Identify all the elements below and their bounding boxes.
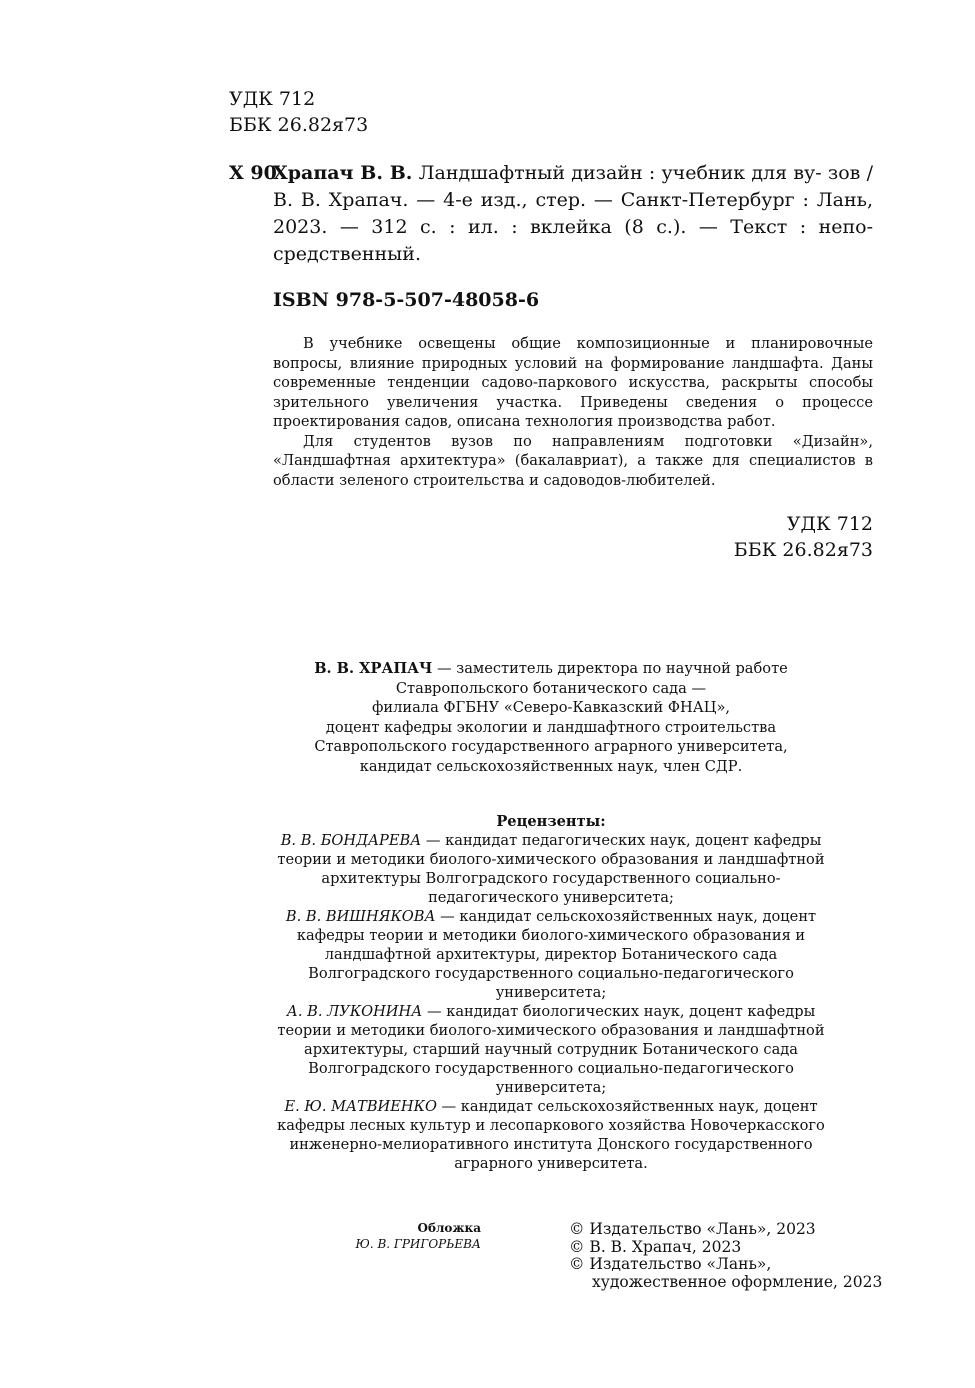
reviewer-line bbox=[229, 1097, 873, 1116]
annotation-paragraph: В учебнике освещены общие композиционные и планировочные вопросы, влияние природных условий на формирование ландшафта. Даны современные тенденции садово-паркового искусства, раскрыты способы зрительного увеличения участка. Приведены сведения о процессе проектирования садов, описана технология производства работ. bbox=[273, 335, 873, 430]
reviewer-line bbox=[229, 1002, 873, 1021]
cover-credit bbox=[356, 1220, 482, 1252]
entry-author: Храпач В. В. bbox=[273, 162, 413, 184]
copyright-block bbox=[569, 1221, 882, 1291]
bibliographic-description bbox=[273, 160, 873, 268]
reviewer-line: кафедры лесных культур и лесопаркового хозяйства Новочеркасского bbox=[277, 1117, 825, 1134]
entry-line: Ландшафтный дизайн : учебник для ву- bbox=[418, 162, 822, 184]
author-info bbox=[229, 659, 873, 776]
bibliographic-entry bbox=[229, 160, 873, 268]
copyright-line: художественное оформление, 2023 bbox=[592, 1272, 883, 1291]
author-info-line: Ставропольского государственного аграрного университета, bbox=[314, 738, 788, 755]
annotation-paragraph: Для студентов вузов по направлениям подготовки «Дизайн», «Ландшафтная архитектура» (бакалавриат), а также для специалистов в области зеленого строительства и садоводов-любителей. bbox=[273, 432, 873, 489]
bbk-code: ББК 26.82я73 bbox=[229, 114, 369, 136]
author-info-line: филиала ФГБНУ «Северо-Кавказский ФНАЦ», bbox=[371, 699, 731, 716]
copyright-line: © В. В. Храпач, 2023 bbox=[569, 1237, 742, 1256]
reviewer-text: — кандидат педагогических наук, доцент кафедры bbox=[421, 832, 822, 849]
udk-bbk-bottom bbox=[734, 511, 873, 563]
isbn: ISBN 978-5-507-48058-6 bbox=[273, 289, 540, 311]
author-info-line bbox=[229, 659, 873, 679]
reviewer-line: архитектуры, старший научный сотрудник Ботанического сада bbox=[304, 1041, 798, 1058]
reviewer-name: А. В. ЛУКОНИНА bbox=[286, 1003, 423, 1020]
reviewer-line bbox=[229, 907, 873, 926]
copyright-line: © Издательство «Лань», 2023 bbox=[569, 1220, 816, 1238]
cover-designer: Ю. В. ГРИГОРЬЕВА bbox=[355, 1237, 481, 1251]
reviewer-line: архитектуры Волгоградского государственного социально- bbox=[321, 870, 781, 887]
reviewer-line: Волгоградского государственного социально-педагогического bbox=[308, 1060, 794, 1077]
reviewer-line: инженерно-мелиоративного института Донского государственного bbox=[289, 1136, 813, 1153]
reviewer-line: университета; bbox=[495, 1079, 607, 1096]
entry-line: зов / В. В. Храпач. — 4-е изд., стер. — Санкт-Петербург : bbox=[273, 162, 873, 211]
reviewer-line: теории и методики биолого-химического образования и ландшафтной bbox=[277, 851, 825, 868]
author-info-line: Ставропольского ботанического сада — bbox=[395, 679, 707, 697]
reviewer-line: аграрного университета. bbox=[454, 1155, 648, 1172]
reviewer-line: кафедры теории и методики биолого-химического образования и bbox=[296, 927, 806, 944]
reviewer-name: Е. Ю. МАТВИЕНКО bbox=[284, 1098, 437, 1115]
author-info-text: — заместитель директора по научной работе bbox=[432, 660, 788, 677]
reviewer-line: педагогического университета; bbox=[428, 889, 674, 906]
reviewer-line: ландшафтной архитектуры, директор Ботанического сада bbox=[324, 946, 778, 963]
author-info-line: доцент кафедры экологии и ландшафтного строительства bbox=[325, 718, 777, 736]
udk-bbk-top bbox=[229, 86, 368, 138]
reviewer-text: — кандидат сельскохозяйственных наук, доцент bbox=[436, 1098, 818, 1115]
reviewer-line bbox=[229, 831, 873, 850]
entry-line: средственный. bbox=[273, 243, 421, 265]
reviewer-name: В. В. БОНДАРЕВА bbox=[280, 832, 422, 849]
udk-code: УДК 712 bbox=[786, 513, 873, 535]
reviewers bbox=[229, 812, 873, 1173]
annotation bbox=[273, 334, 873, 490]
author-sign: Х 90 bbox=[229, 162, 277, 184]
author-name: В. В. ХРАПАЧ bbox=[314, 660, 433, 677]
entry-line: Лань, 2023. — 312 с. : ил. : вклейка (8 с.). — Текст : непо- bbox=[273, 189, 874, 238]
cover-label: Обложка bbox=[417, 1221, 481, 1235]
reviewer-name: В. В. ВИШНЯКОВА bbox=[285, 908, 436, 925]
udk-code: УДК 712 bbox=[229, 88, 316, 110]
reviewer-text: — кандидат сельскохозяйственных наук, доцент bbox=[435, 908, 817, 925]
author-info-line: кандидат сельскохозяйственных наук, член СДР. bbox=[359, 757, 743, 775]
bbk-code: ББК 26.82я73 bbox=[733, 539, 873, 561]
reviewers-heading: Рецензенты: bbox=[496, 813, 606, 830]
reviewer-text: — кандидат биологических наук, доцент кафедры bbox=[422, 1003, 816, 1020]
reviewer-line: университета; bbox=[495, 984, 607, 1001]
copyright-line: © Издательство «Лань», bbox=[569, 1255, 772, 1273]
reviewer-line: теории и методики биолого-химического образования и ландшафтной bbox=[277, 1022, 825, 1039]
reviewer-line: Волгоградского государственного социально-педагогического bbox=[308, 965, 794, 982]
